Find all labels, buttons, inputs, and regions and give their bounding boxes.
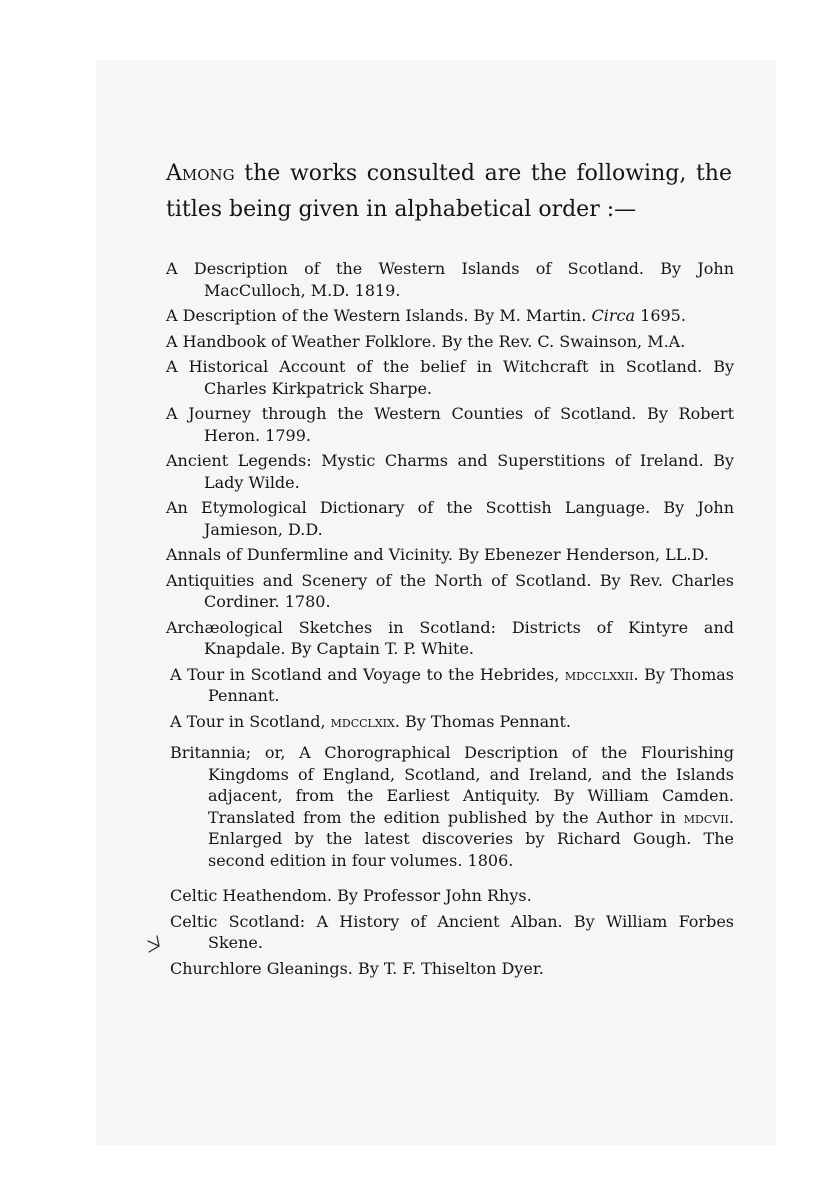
entry-roman-date: mdcclxxii <box>564 664 634 684</box>
bibliography-entry: Archæological Sketches in Scotland: Districts of Kintyre and Knapdale. By Captain T. P. White. <box>166 617 734 658</box>
entry-main-text: Britannia; or, A Chorographical Description of the Flourishing Kingdoms of England, Scotland, and Ireland, and the Islands adjacent, from the Earliest Antiquity. By William Camden. Translated from the edition published by the Author in <box>170 743 734 827</box>
bibliography-entry: Churchlore Gleanings. By T. F. Thiselton Dyer. <box>170 958 544 978</box>
bibliography-entry: Celtic Scotland: A History of Ancient Alban. By William Forbes Skene. <box>170 911 734 952</box>
entry-roman-date: mdcvii <box>683 807 729 827</box>
entry-tail-text: . By Thomas Pennant. <box>208 664 734 705</box>
entry-main-text: A Tour in Scotland and Voyage to the Hebrides, <box>170 664 565 684</box>
entry-main-text: A Tour in Scotland, <box>170 711 331 731</box>
bibliography-entry <box>166 305 734 327</box>
intro-lead-word: Among <box>166 161 235 186</box>
intro-text: the works consulted are the following, the titles being given in alphabetical order :— <box>166 161 732 222</box>
bibliography-entry: A Historical Account of the belief in Witchcraft in Scotland. By Charles Kirkpatrick Sharpe. <box>166 357 734 398</box>
entry-italic-text: Circa <box>591 306 636 325</box>
bibliography-list <box>166 258 734 983</box>
bibliography-entry: A Handbook of Weather Folklore. By the Rev. C. Swainson, M.A. <box>166 331 686 351</box>
bibliography-entry <box>170 742 734 871</box>
intro-paragraph <box>166 156 732 228</box>
bibliography-entry: A Description of the Western Islands of Scotland. By John MacCulloch, M.D. 1819. <box>166 259 734 300</box>
bibliography-entry: Ancient Legends: Mystic Charms and Superstitions of Ireland. By Lady Wilde. <box>166 451 734 492</box>
bibliography-entry: Celtic Heathendom. By Professor John Rhys. <box>170 886 532 905</box>
entry-tail-text: . By Thomas Pennant. <box>394 711 571 731</box>
bibliography-entry <box>170 711 734 733</box>
entry-main-text: A Description of the Western Islands. By M. Martin. <box>166 306 592 325</box>
entry-roman-date: mdcclxix <box>330 711 395 731</box>
bibliography-entry: A Journey through the Western Counties of Scotland. By Robert Heron. 1799. <box>166 404 734 445</box>
entry-tail-text: 1695. <box>635 306 686 325</box>
bibliography-entry: Antiquities and Scenery of the North of Scotland. By Rev. Charles Cordiner. 1780. <box>166 570 734 611</box>
bibliography-entry: An Etymological Dictionary of the Scottish Language. By John Jamieson, D.D. <box>166 498 734 539</box>
bibliography-entry <box>170 664 734 707</box>
entry-tail-text: . Enlarged by the latest discoveries by Richard Gough. The second edition in four volumes. 1806. <box>208 807 734 870</box>
pencil-check-mark-icon <box>146 932 172 958</box>
bibliography-entry: Annals of Dunfermline and Vicinity. By Ebenezer Henderson, LL.D. <box>166 545 709 564</box>
